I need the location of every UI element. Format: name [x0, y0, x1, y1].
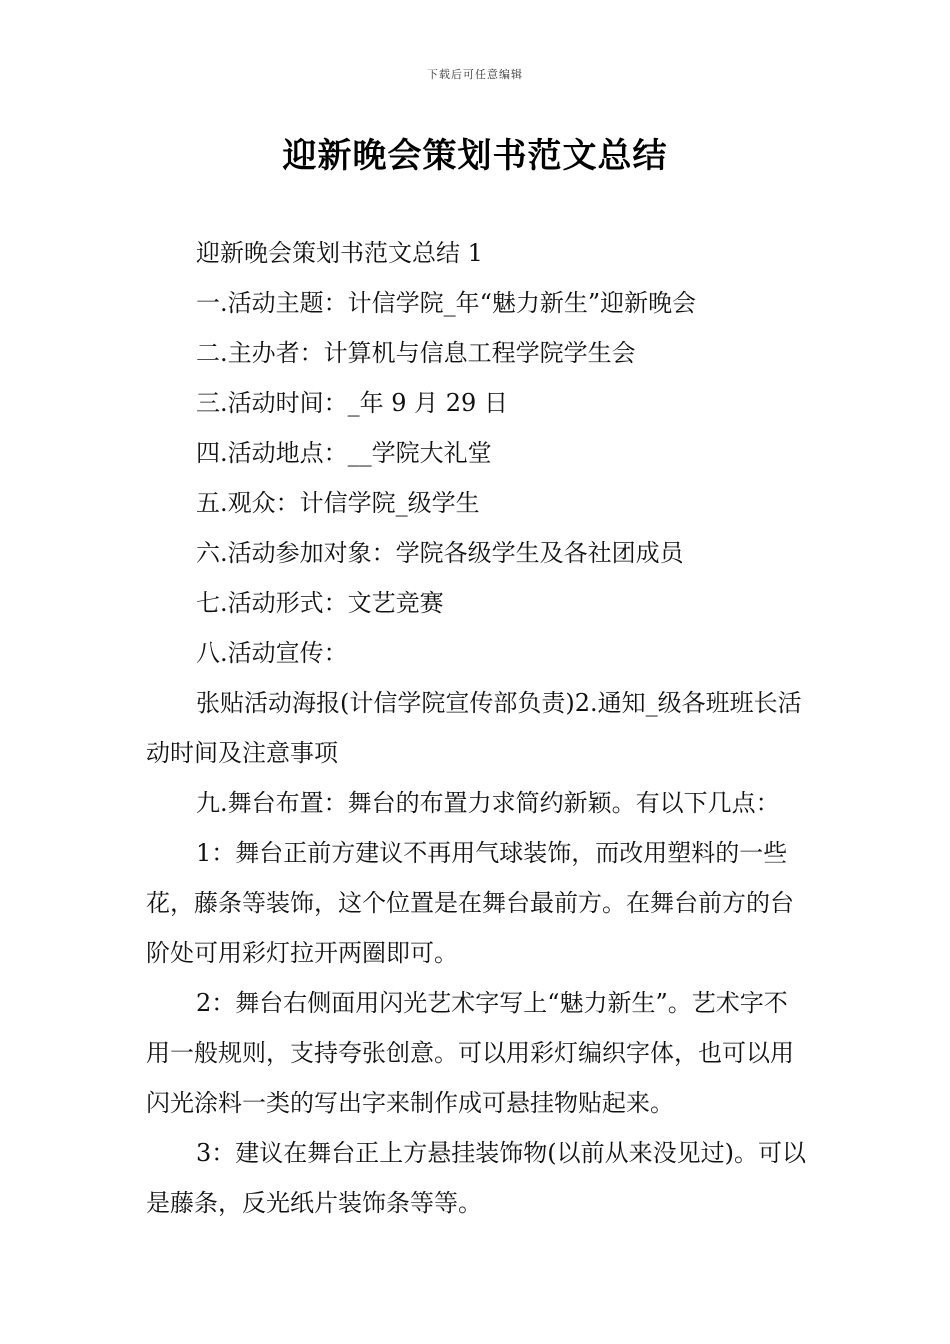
- paragraph-format: 七.活动形式：文艺竞赛: [196, 589, 444, 617]
- paragraph-time: 三.活动时间：_年 9 月 29 日: [196, 389, 508, 417]
- paragraph-audience: 五.观众：计信学院_级学生: [196, 489, 480, 517]
- paragraph-promotion-detail: 张贴活动海报(计信学院宣传部负责)2.通知_级各班班长活动时间及注意事项: [146, 689, 802, 767]
- paragraph-stage-point-3: 3：建议在舞台正上方悬挂装饰物(以前从来没见过)。可以是藤条，反光纸片装饰条等等。: [146, 1139, 806, 1217]
- paragraph-organizer: 二.主办者：计算机与信息工程学院学生会: [196, 339, 636, 367]
- paragraph-promotion-heading: 八.活动宣传：: [196, 639, 348, 667]
- document-title: 迎新晚会策划书范文总结: [282, 136, 668, 176]
- paragraph-stage-point-1: 1：舞台正前方建议不再用气球装饰，而改用塑料的一些花，藤条等装饰，这个位置是在舞台最前方。在舞台前方的台阶处可用彩灯拉开两圈即可。: [146, 839, 794, 967]
- paragraph-subtitle: 迎新晚会策划书范文总结 1: [196, 239, 483, 267]
- paragraph-stage-point-2: 2：舞台右侧面用闪光艺术字写上“魅力新生”。艺术字不用一般规则，支持夸张创意。可以用彩灯编织字体，也可以用闪光涂料一类的写出字来制作成可悬挂物贴起来。: [146, 989, 794, 1117]
- paragraph-theme: 一.活动主题：计信学院_年“魅力新生”迎新晚会: [196, 289, 697, 317]
- paragraph-location: 四.活动地点：__学院大礼堂: [196, 439, 492, 467]
- document-body: [146, 228, 810, 1228]
- paragraph-participants: 六.活动参加对象：学院各级学生及各社团成员: [196, 539, 684, 567]
- page-header: 下载后可任意编辑: [427, 68, 523, 81]
- paragraph-stage-heading: 九.舞台布置：舞台的布置力求简约新颖。有以下几点：: [196, 789, 780, 817]
